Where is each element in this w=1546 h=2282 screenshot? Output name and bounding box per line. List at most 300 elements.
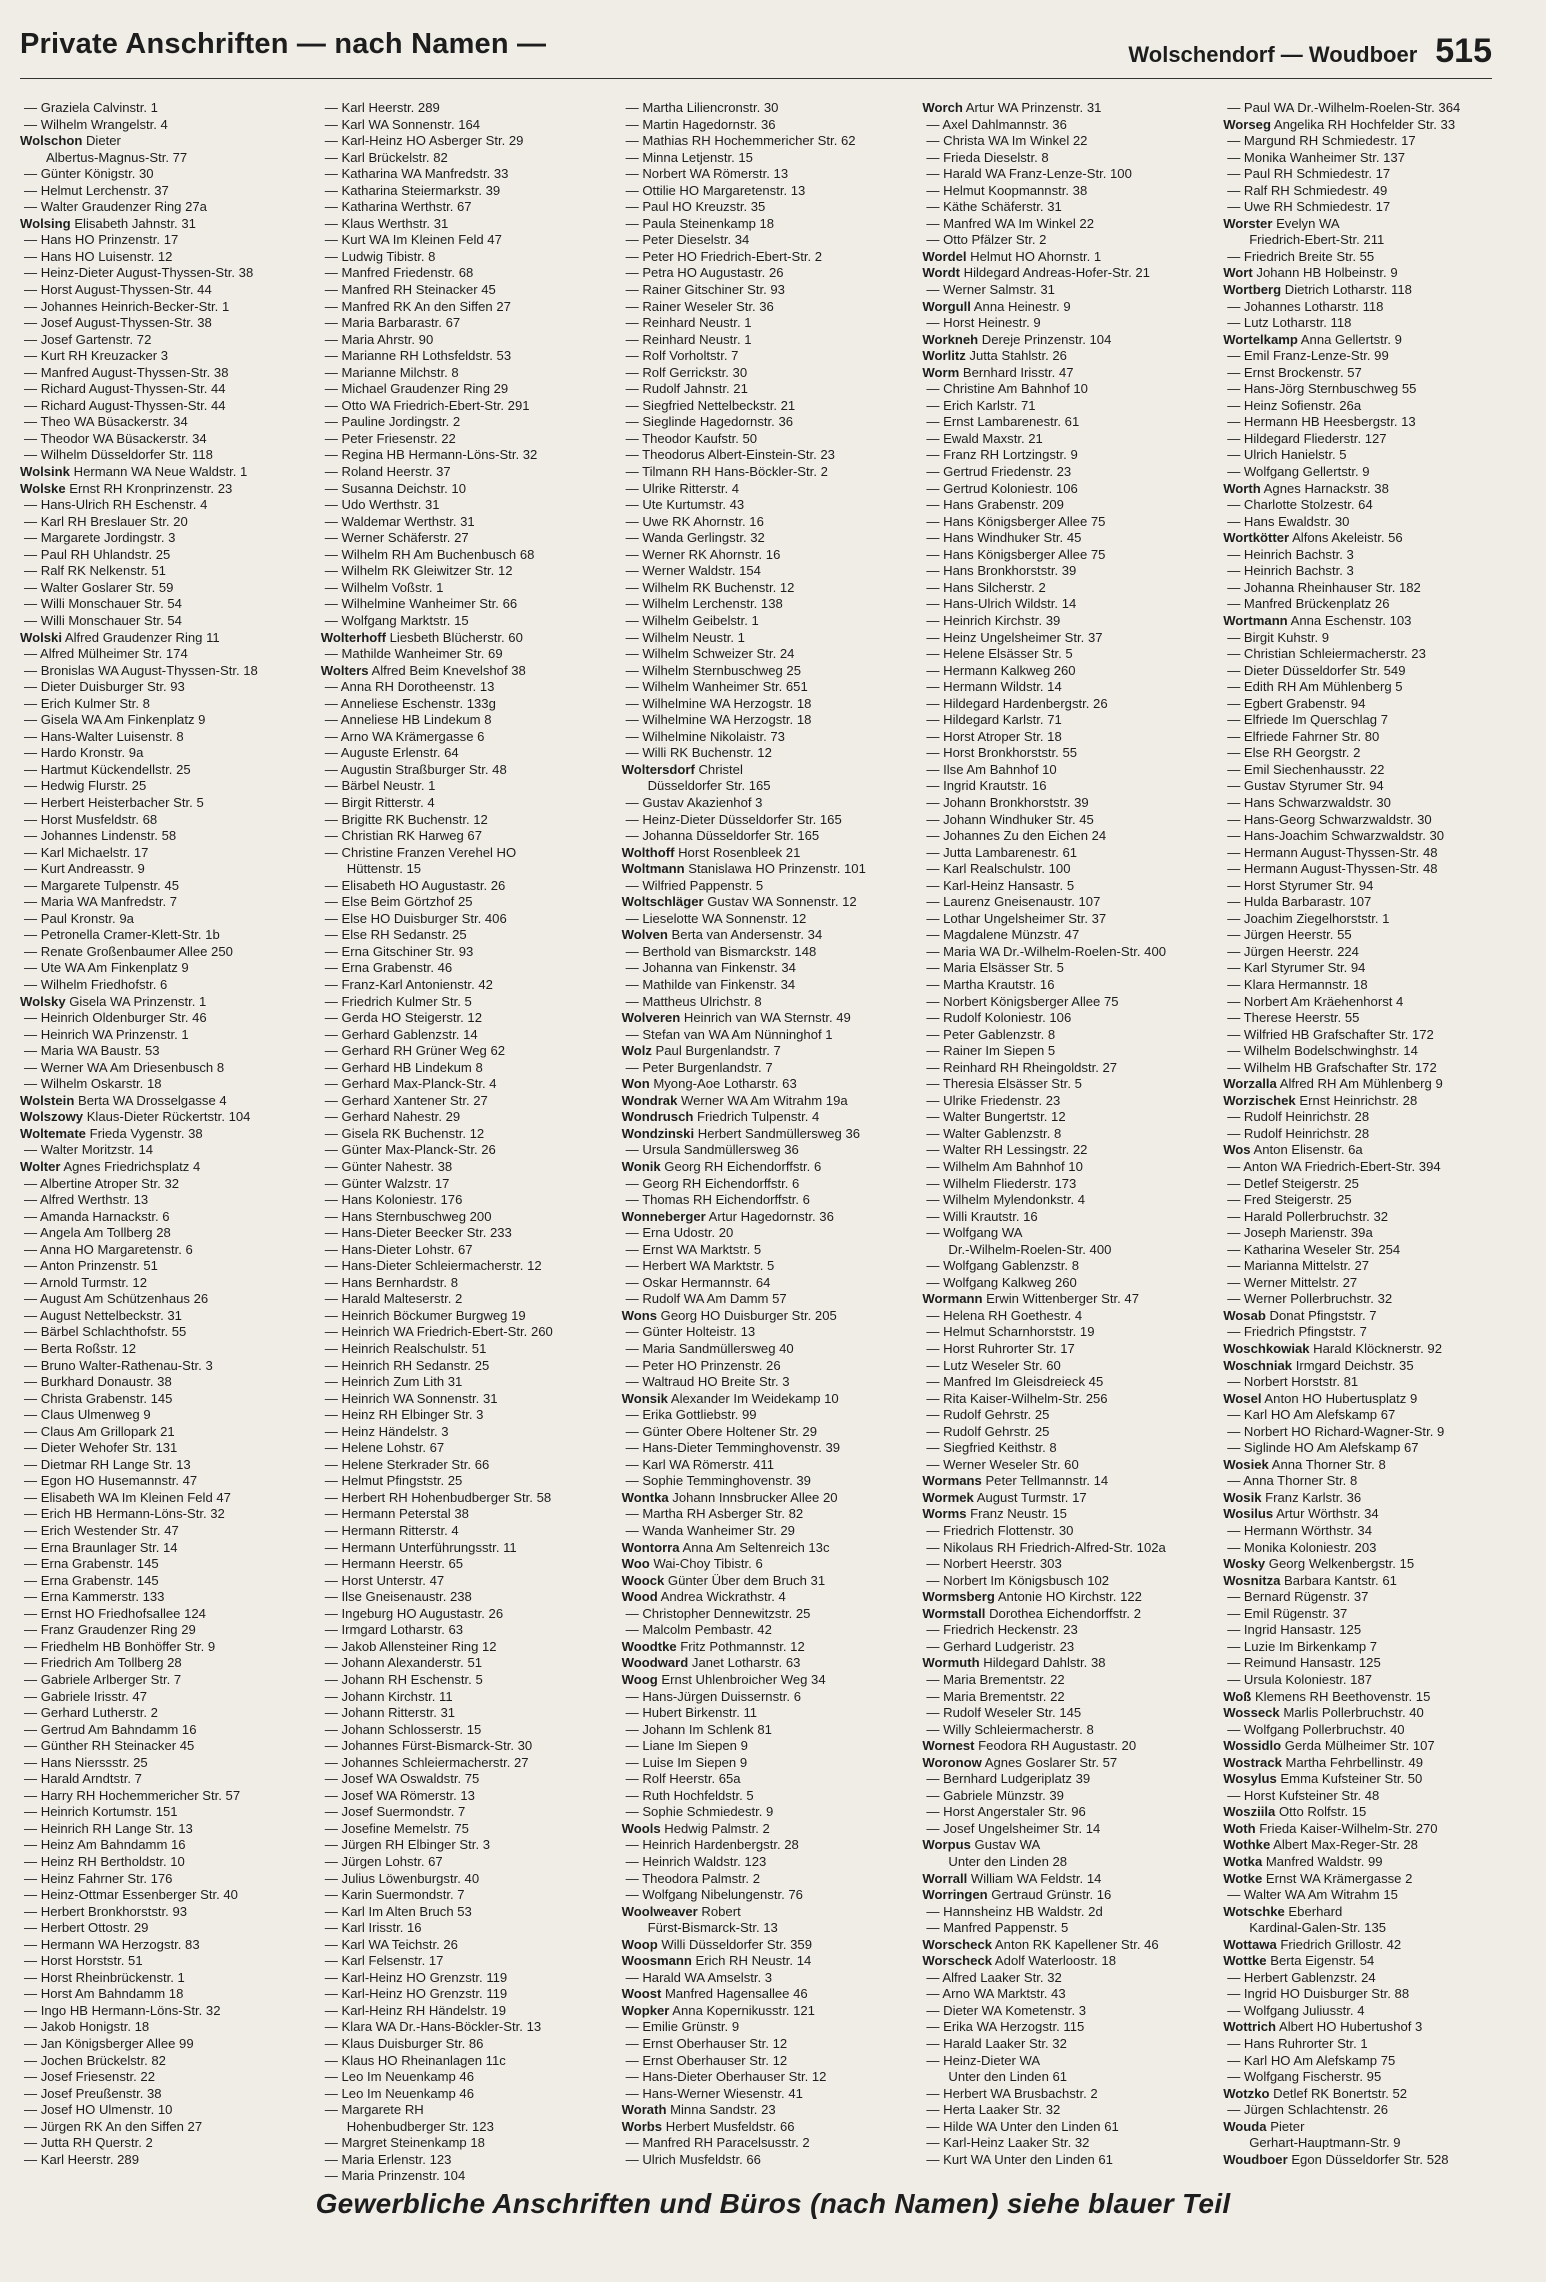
listing-entry: — Erna Grabenstr. 145 [24, 1572, 159, 1588]
listing-entry: — Paul HO Kreuzstr. 35 [625, 199, 766, 215]
listing-entry: — Leo Im Neuenkamp 46 [324, 2069, 475, 2085]
listing-entry: — Lutz Weseler Str. 60 [926, 1357, 1061, 1373]
listing-entry: — Peter Gablenzstr. 8 [926, 1026, 1056, 1042]
listing-entry: — Berthold van Bismarckstr. 148 [625, 943, 817, 959]
listing-entry: Hohenbudberger Str. 123 [346, 2118, 494, 2134]
listing-entry: — Hans Windhuker Str. 45 [926, 530, 1082, 546]
listing-entry: — Heinz Fahrner Str. 176 [24, 1870, 173, 1886]
listing-entry: — Wolfgang Pollerbruchstr. 40 [1227, 1721, 1405, 1737]
listing-entry: — Ilse Gneisenaustr. 238 [324, 1589, 472, 1605]
listing-entry: — Josef August-Thyssen-Str. 38 [24, 315, 212, 331]
listing-entry: Hüttenstr. 15 [346, 861, 422, 877]
listing-entry: — Gerhard RH Grüner Weg 62 [324, 1043, 506, 1059]
listing-entry: — Franz RH Lortzingstr. 9 [926, 447, 1078, 463]
listing-entry: Wosziila Otto Rolfstr. 15 [1223, 1804, 1367, 1820]
listing-entry: — Elfriede Im Querschlag 7 [1227, 712, 1389, 728]
listing-entry: Woog Ernst Uhlenbroicher Weg 34 [621, 1671, 826, 1687]
listing-entry: Worscheck Anton RK Kapellener Str. 46 [922, 1936, 1159, 1952]
listing-entry: — Werner Schäferstr. 27 [324, 530, 469, 546]
listing-entry: — Heinrich Oldenburger Str. 46 [24, 1010, 207, 1026]
listing-entry: — Katharina Weseler Str. 254 [1227, 1241, 1401, 1257]
listing-entry: Wons Georg HO Duisburger Str. 205 [621, 1307, 837, 1323]
listing-entry: — Anneliese HB Lindekum 8 [324, 712, 492, 728]
surname: Wons [621, 1307, 657, 1323]
listing-entry: Wotka Manfred Waldstr. 99 [1223, 1853, 1383, 1869]
surname: Worrall [922, 1870, 968, 1886]
listing-entry: Wonsik Alexander Im Weidekamp 10 [621, 1390, 839, 1406]
listing-entry: — Erna Grabenstr. 145 [24, 1556, 159, 1572]
listing-entry: — Willi Monschauer Str. 54 [24, 612, 182, 628]
listing-entry: — Karl Felsenstr. 17 [324, 1953, 444, 1969]
listing-entry: — Rita Kaiser-Wilhelm-Str. 256 [926, 1390, 1108, 1406]
listing-entry: — Heinrich WA Prinzenstr. 1 [24, 1026, 189, 1042]
listing-entry: — Martha Krautstr. 16 [926, 976, 1055, 992]
header-rule [20, 78, 1492, 79]
listing-entry: — Emil Siechenhausstr. 22 [1227, 761, 1385, 777]
listing-entry: Woschkowiak Harald Klöcknerstr. 92 [1223, 1341, 1442, 1357]
listing-entry: — Heinz-Dieter Düsseldorfer Str. 165 [625, 811, 842, 827]
listing-entry: — Norbert Am Kräehenhorst 4 [1227, 993, 1404, 1009]
listing-entry: — Norbert Horststr. 81 [1227, 1374, 1359, 1390]
listing-entry: — Wilhelm RH Am Buchenbusch 68 [324, 546, 535, 562]
listing-entry: — Hermann Heerstr. 65 [324, 1556, 464, 1572]
listing-entry: — Friedrich Pfingststr. 7 [1227, 1324, 1367, 1340]
listing-entry: — Paula Steinenkamp 18 [625, 215, 775, 231]
listing-entry: — Gerhard Nahestr. 29 [324, 1109, 461, 1125]
listing-entry: — Günter Nahestr. 38 [324, 1159, 453, 1174]
listing-entry: — Wilfried Pappenstr. 5 [625, 877, 764, 893]
listing-entry: — Norbert WA Römerstr. 13 [625, 166, 789, 182]
listing-entry: Worlitz Jutta Stahlstr. 26 [922, 348, 1067, 364]
listing-entry: — Johann Schlosserstr. 15 [324, 1721, 482, 1737]
listing-entry: — Ulrich Hanielstr. 5 [1227, 447, 1347, 463]
listing-column-2 [320, 100, 610, 2184]
listing-entry: — Hartmut Kückendellstr. 25 [24, 761, 191, 777]
surname: Wolters [320, 662, 369, 678]
listing-entry: — Manfred Friedenstr. 68 [324, 265, 474, 281]
listing-entry: — Nikolaus RH Friedrich-Alfred-Str. 102a [926, 1539, 1166, 1555]
listing-entry: — Hildegard Hardenbergstr. 26 [926, 695, 1108, 711]
listing-entry: — Johann Windhuker Str. 45 [926, 811, 1094, 827]
listing-entry: — Wilhelm Fliederstr. 173 [926, 1175, 1077, 1191]
listing-entry: — Georg RH Eichendorffstr. 6 [625, 1175, 800, 1191]
listing-entry: — Berta Roßstr. 12 [24, 1341, 137, 1357]
listing-entry: — Theodora Palmstr. 2 [625, 1870, 760, 1886]
listing-entry: — Martha RH Asberger Str. 82 [625, 1506, 804, 1522]
listing-entry: — Johanna van Finkenstr. 34 [625, 960, 796, 976]
listing-entry: — Arno WA Marktstr. 43 [926, 1986, 1066, 2002]
listing-entry: Wosky Georg Welkenbergstr. 15 [1223, 1556, 1415, 1572]
listing-entry: — Monika Wanheimer Str. 137 [1227, 149, 1405, 165]
listing-entry: Worrall William WA Feldstr. 14 [922, 1870, 1102, 1886]
listing-entry: — Wilhelm Bodelschwinghstr. 14 [1227, 1043, 1418, 1059]
surname: Wosylus [1223, 1771, 1277, 1787]
surname: Wormek [922, 1489, 974, 1505]
listing-entry: Wormsberg Antonie HO Kirchstr. 122 [922, 1589, 1142, 1605]
listing-entry: Worzischek Ernst Heinrichstr. 28 [1223, 1092, 1418, 1108]
surname: Wottawa [1223, 1936, 1277, 1952]
listing-entry: — Arnold Turmstr. 12 [24, 1274, 147, 1290]
listing-entry: Wormuth Hildegard Dahlstr. 38 [922, 1655, 1106, 1671]
listing-entry: — Otto Pfälzer Str. 2 [926, 232, 1047, 248]
listing-entry: — Karl-Heinz RH Händelstr. 19 [324, 2002, 506, 2018]
listing-entry: — Dieter Duisburger Str. 93 [24, 679, 185, 695]
surname: Wormann [922, 1291, 983, 1307]
listing-entry: — Waldemar Werthstr. 31 [324, 513, 475, 529]
listing-entry: — Johannes Heinrich-Becker-Str. 1 [24, 298, 230, 314]
listing-entry: — Karl-Heinz HO Grenzstr. 119 [324, 1969, 508, 1985]
listing-entry: — Herbert WA Marktstr. 5 [625, 1258, 775, 1274]
listing-entry: — Rudolf Gehrstr. 25 [926, 1407, 1050, 1423]
listing-entry: — Hermann Kalkweg 260 [926, 662, 1076, 678]
listing-entry: Wolske Ernst RH Kronprinzenstr. 23 [20, 480, 233, 496]
surname: Worm [922, 364, 960, 380]
listing-entry: Woltemate Frieda Vygenstr. 38 [20, 1125, 203, 1141]
listing-entry: — Else RH Georgstr. 2 [1227, 745, 1361, 761]
listing-entry: — Rolf Gerrickstr. 30 [625, 364, 748, 380]
listing-entry: Wontka Johann Innsbrucker Allee 20 [621, 1489, 838, 1505]
listing-entry: — Karl HO Am Alefskamp 67 [1227, 1407, 1396, 1423]
surname: Worzischek [1223, 1092, 1296, 1108]
surname: Wolszowy [20, 1109, 84, 1125]
listing-entry: — Rudolf Weseler Str. 145 [926, 1705, 1082, 1721]
surname: Worscheck [922, 1936, 993, 1952]
listing-entry: Woltschläger Gustav WA Sonnenstr. 12 [621, 894, 857, 910]
listing-entry: — Peter HO Friedrich-Ebert-Str. 2 [625, 248, 823, 264]
listing-entry: Woronow Agnes Goslarer Str. 57 [922, 1754, 1118, 1770]
surname: Worms [922, 1506, 967, 1522]
listing-entry: — Alfred Mülheimer Str. 174 [24, 646, 188, 662]
listing-entry: Worm Bernhard Irisstr. 47 [922, 364, 1074, 380]
listing-entry: — Johann Ritterstr. 31 [324, 1705, 456, 1721]
listing-entry: — Johannes Fürst-Bismarck-Str. 30 [324, 1738, 533, 1754]
surname: Worringen [922, 1887, 988, 1903]
listing-entry: Worath Minna Sandstr. 23 [621, 2102, 776, 2118]
listing-entry: Wosel Anton HO Hubertusplatz 9 [1223, 1390, 1418, 1406]
listing-entry: Wottawa Friedrich Grillostr. 42 [1223, 1936, 1402, 1952]
listing-entry: — Theodor Kaufstr. 50 [625, 430, 758, 446]
listing-entry: — Ingrid Hansastr. 125 [1227, 1622, 1362, 1638]
surname: Woo [621, 1556, 650, 1572]
listing-entry: — Hermann Ritterstr. 4 [324, 1523, 459, 1539]
listing-entry: — Maria Erlenstr. 123 [324, 2151, 452, 2167]
surname: Wontka [621, 1489, 669, 1505]
surname: Woock [621, 1572, 665, 1588]
listing-entry: — Wilfried HB Grafschafter Str. 172 [1227, 1026, 1434, 1042]
listing-entry: — Siglinde HO Am Alefskamp 67 [1227, 1440, 1419, 1456]
listing-entry: — Hermann August-Thyssen-Str. 48 [1227, 844, 1438, 860]
listing-entry: — Heinz Am Bahndamm 16 [24, 1837, 186, 1853]
listing-entry: — Hans Sternbuschweg 200 [324, 1208, 492, 1224]
listing-entry: — Hermann Unterführungsstr. 11 [324, 1539, 517, 1555]
listing-entry: — Karl HO Am Alefskamp 75 [1227, 2052, 1396, 2068]
listing-entry: — Martin Hagedornstr. 36 [625, 116, 776, 132]
listing-entry: — Wilhelmine WA Herzogstr. 18 [625, 712, 812, 728]
listing-entry: — Wolfgang Nibelungenstr. 76 [625, 1887, 803, 1903]
listing-entry: — Elisabeth HO Augustastr. 26 [324, 877, 506, 893]
listing-entry: — Josef Preußenstr. 38 [24, 2085, 162, 2101]
listing-entry: Wonneberger Artur Hagedornstr. 36 [621, 1208, 834, 1224]
listing-entry: — Reimund Hansastr. 125 [1227, 1655, 1381, 1671]
listing-entry: — Herta Laaker Str. 32 [926, 2102, 1061, 2118]
surname: Worpus [922, 1837, 971, 1853]
surname: Woodward [621, 1655, 689, 1671]
listing-entry: — Margarete Jordingstr. 3 [24, 530, 176, 546]
listing-entry: — Johanna Rheinhauser Str. 182 [1227, 579, 1421, 595]
surname: Woschkowiak [1223, 1341, 1310, 1357]
surname: Worzalla [1223, 1076, 1277, 1092]
listing-entry: — Ingrid Krautstr. 16 [926, 778, 1047, 794]
surname: Wolven [621, 927, 668, 943]
listing-entry: — Ilse Am Bahnhof 10 [926, 761, 1057, 777]
listing-entry: — Friedhelm HB Bonhöffer Str. 9 [24, 1638, 216, 1654]
surname: Wortkötter [1223, 530, 1290, 546]
listing-entry: — Karl Heerstr. 289 [324, 100, 440, 115]
surname: Wormsberg [922, 1589, 995, 1605]
listing-entry: Worms Franz Neustr. 15 [922, 1506, 1067, 1522]
listing-entry: Woolweaver Robert [621, 1903, 741, 1919]
surname: Woolweaver [621, 1903, 698, 1919]
surname: Worch [922, 100, 963, 115]
listing-entry: — Dieter WA Kometenstr. 3 [926, 2002, 1086, 2018]
listing-entry: — Werner RK Ahornstr. 16 [625, 546, 781, 562]
surname: Wondzinski [621, 1125, 695, 1141]
listing-entry: — Heinz RH Bertholdstr. 10 [24, 1853, 185, 1869]
listing-entry: — Hans-Ulrich Wildstr. 14 [926, 596, 1077, 612]
listing-entry: Wortkötter Alfons Akeleistr. 56 [1223, 530, 1403, 546]
listing-entry: — Birgit Ritterstr. 4 [324, 794, 435, 810]
listing-entry: — Hedwig Flurstr. 25 [24, 778, 147, 794]
surname: Wolveren [621, 1010, 681, 1026]
surname: Wonneberger [621, 1208, 706, 1224]
listing-entry: Wolveren Heinrich van WA Sternstr. 49 [621, 1010, 851, 1026]
listing-entry: — Harald Laaker Str. 32 [926, 2035, 1067, 2051]
listing-entry: — Else Beim Görtzhof 25 [324, 894, 473, 910]
surname: Woltemate [20, 1125, 86, 1141]
listing-entry: — Günter Walzstr. 17 [324, 1175, 450, 1191]
listing-entry: — Peter Dieselstr. 34 [625, 232, 750, 248]
listing-entry: — Walter WA Am Witrahm 15 [1227, 1887, 1398, 1903]
listing-entry: — Mathilde Wanheimer Str. 69 [324, 646, 503, 662]
listing-entry: — Hildegard Karlstr. 71 [926, 712, 1062, 728]
listing-entry: — Johannes Lindenstr. 58 [24, 828, 177, 844]
surname: Worscheck [922, 1953, 993, 1969]
listing-entry: — Willi Monschauer Str. 54 [24, 596, 182, 612]
listing-entry: — Petra HO Augustastr. 26 [625, 265, 784, 281]
listing-entry: Unter den Linden 28 [948, 1853, 1068, 1869]
listing-entry: — Rudolf WA Am Damm 57 [625, 1291, 787, 1307]
listing-entry: Woudboer Egon Düsseldorfer Str. 528 [1223, 2151, 1449, 2167]
listing-entry: — Tilmann RH Hans-Böckler-Str. 2 [625, 464, 828, 480]
name-range: Wolschendorf — Woudboer [1128, 42, 1418, 67]
listing-entry: Woodtke Fritz Pothmannstr. 12 [621, 1638, 805, 1654]
listing-entry: Wottke Berta Eigenstr. 54 [1223, 1953, 1375, 1969]
listing-entry: — Renate Großenbaumer Allee 250 [24, 943, 233, 959]
listing-entry: — Arno WA Krämergasse 6 [324, 728, 485, 744]
listing-entry: — Gertrud Koloniestr. 106 [926, 480, 1078, 496]
listing-entry: — Wilhelm Friedhofstr. 6 [24, 976, 168, 992]
listing-entry: — Maria Brementstr. 22 [926, 1688, 1065, 1704]
listing-entry: — Else RH Sedanstr. 25 [324, 927, 467, 943]
listing-entry: — Karl Realschulstr. 100 [926, 861, 1071, 877]
listing-entry: — Heinrich WA Friedrich-Ebert-Str. 260 [324, 1324, 553, 1340]
listing-entry: — Ottilie HO Margaretenstr. 13 [625, 182, 806, 198]
listing-entry: — Charlotte Stolzestr. 64 [1227, 497, 1373, 513]
listing-entry: — Katharina Steiermarkstr. 39 [324, 182, 501, 198]
listing-entry: — Wolfgang Gellertstr. 9 [1227, 464, 1370, 480]
listing-entry: — Erich Kulmer Str. 8 [24, 695, 150, 711]
listing-entry: — Ernst Lambarenestr. 61 [926, 414, 1080, 430]
listing-entry: — Peter HO Prinzenstr. 26 [625, 1357, 781, 1373]
listing-entry: — Heinrich Kirchstr. 39 [926, 612, 1061, 628]
listing-entry: — Reinhard RH Rheingoldstr. 27 [926, 1059, 1118, 1075]
listing-entry: Gerhart-Hauptmann-Str. 9 [1249, 2135, 1401, 2151]
surname: Worster [1223, 215, 1273, 231]
listing-entry: — Oskar Hermannstr. 64 [625, 1274, 771, 1290]
listing-entry: Wolters Alfred Beim Knevelshof 38 [320, 662, 526, 678]
listing-entry: — Anna Thorner Str. 8 [1227, 1473, 1358, 1489]
listing-entry: — Hans Königsberger Allee 75 [926, 513, 1106, 529]
surname: Wosnitza [1223, 1572, 1281, 1588]
listing-entry: — Marianna Mittelstr. 27 [1227, 1258, 1370, 1274]
listing-entry: — Manfred RH Steinacker 45 [324, 282, 496, 298]
surname: Wonik [621, 1159, 661, 1174]
surname: Wolsing [20, 215, 71, 231]
surname: Wolski [20, 629, 62, 645]
listing-entry: — Maria WA Manfredstr. 7 [24, 894, 178, 910]
surname: Woudboer [1223, 2151, 1288, 2167]
listing-entry: — Emil Rügenstr. 37 [1227, 1605, 1348, 1621]
listing-entry: — Dieter Wehofer Str. 131 [24, 1440, 178, 1456]
listing-entry: — Werner Waldstr. 154 [625, 563, 761, 579]
listing-entry: — Horst August-Thyssen-Str. 44 [24, 282, 212, 298]
listing-entry: — Gertrud Am Bahndamm 16 [24, 1721, 197, 1737]
listing-entry: Wondrak Werner WA Am Witrahm 19a [621, 1092, 848, 1108]
listing-entry: Worzalla Alfred RH Am Mühlenberg 9 [1223, 1076, 1443, 1092]
listing-entry: — Josefine Memelstr. 75 [324, 1820, 469, 1836]
listing-entry: — Margret Steinenkamp 18 [324, 2135, 485, 2151]
surname: Wortelkamp [1223, 331, 1298, 347]
listing-entry: — Paul WA Dr.-Wilhelm-Roelen-Str. 364 [1227, 100, 1461, 115]
surname: Wosziila [1223, 1804, 1276, 1820]
listing-entry: — Maria Prinzenstr. 104 [324, 2168, 466, 2184]
listing-entry: Wort Johann HB Holbeinstr. 9 [1223, 265, 1398, 281]
listing-entry: — Gabriele Arlberger Str. 7 [24, 1671, 182, 1687]
listing-entry: — Hilde WA Unter den Linden 61 [926, 2118, 1119, 2134]
listing-entry: — Rolf Heerstr. 65a [625, 1771, 741, 1787]
listing-entry: — Norbert Heerstr. 303 [926, 1556, 1062, 1572]
listing-entry: — Angela Am Tollberg 28 [24, 1225, 171, 1241]
listing-entry: — Heinrich Kortumstr. 151 [24, 1804, 178, 1820]
surname: Wontorra [621, 1539, 680, 1555]
listing-entry: Wopker Anna Kopernikusstr. 121 [621, 2002, 815, 2018]
listing-entry: — Mattheus Ulrichstr. 8 [625, 993, 762, 1009]
listing-entry: — Karl RH Breslauer Str. 20 [24, 513, 188, 529]
listing-entry: — Christian RK Harweg 67 [324, 828, 482, 844]
listing-entry: — Roland Heerstr. 37 [324, 464, 451, 480]
listing-entry: — Rudolf Jahnstr. 21 [625, 381, 748, 397]
listing-entry: — Hermann WA Herzogstr. 83 [24, 1936, 200, 1952]
listing-entry: Wolschon Dieter [20, 133, 121, 149]
listing-entry: — Reinhard Neustr. 1 [625, 315, 752, 331]
listing-entry: — Harald Arndtstr. 7 [24, 1771, 142, 1787]
listing-entry: — Jakob Honigstr. 18 [24, 2019, 150, 2035]
listing-entry: — Heinrich WA Sonnenstr. 31 [324, 1390, 498, 1406]
listing-entry: — Gisela RK Buchenstr. 12 [324, 1125, 485, 1141]
listing-entry: — Ruth Hochfeldstr. 5 [625, 1787, 754, 1803]
surname: Woltmann [621, 861, 685, 877]
listing-entry: — Margarete Tulpenstr. 45 [24, 877, 180, 893]
listing-entry: — Karl-Heinz Laaker Str. 32 [926, 2135, 1090, 2151]
listing-entry: — Wilhelm Lerchenstr. 138 [625, 596, 783, 612]
section-title: Private Anschriften — nach Namen — [20, 28, 547, 60]
page-header [20, 28, 1492, 78]
listing-entry: — Werner Weseler Str. 60 [926, 1456, 1079, 1472]
surname: Wopker [621, 2002, 670, 2018]
surname: Woltersdorf [621, 761, 695, 777]
listing-entry: Wondrusch Friedrich Tulpenstr. 4 [621, 1109, 820, 1125]
listing-entry: — Franz Graudenzer Ring 29 [24, 1622, 196, 1638]
listing-entry: — Laurenz Gneisenaustr. 107 [926, 894, 1101, 910]
listing-entry: Wotschke Eberhard [1223, 1903, 1343, 1919]
listing-entry: — Klara Hermannstr. 18 [1227, 976, 1368, 992]
listing-entry: — Norbert Im Königsbusch 102 [926, 1572, 1110, 1588]
listing-entry: — Hans-Jürgen Duissernstr. 6 [625, 1688, 801, 1704]
listing-entry: — Jakob Allensteiner Ring 12 [324, 1638, 497, 1654]
listing-entry: — Ralf RH Schmiedestr. 49 [1227, 182, 1388, 198]
listing-entry: — Heinz-Dieter WA [926, 2052, 1041, 2068]
listing-entry: — Richard August-Thyssen-Str. 44 [24, 397, 226, 413]
listing-entry: — Franz-Karl Antonienstr. 42 [324, 976, 493, 992]
listing-entry: — Harald Pollerbruchstr. 32 [1227, 1208, 1389, 1224]
surname: Woost [621, 1986, 662, 2002]
listing-entry: — Bruno Walter-Rathenau-Str. 3 [24, 1357, 213, 1373]
listing-entry: Wotzko Detlef RK Bonertstr. 52 [1223, 2085, 1408, 2101]
listing-entry: — Willi RK Buchenstr. 12 [625, 745, 772, 761]
listing-entry: Woop Willi Düsseldorfer Str. 359 [621, 1936, 812, 1952]
listing-entry: — Karl WA Teichstr. 26 [324, 1936, 458, 1952]
page-number: 515 [1435, 32, 1492, 70]
listing-entry: — Gerhard Xantener Str. 27 [324, 1092, 488, 1108]
listing-entry: — Werner Salmstr. 31 [926, 282, 1055, 298]
listing-entry: Wottrich Albert HO Hubertushof 3 [1223, 2019, 1423, 2035]
listing-entry: — Erna Braunlager Str. 14 [24, 1539, 178, 1555]
listing-entry: — Erna Grabenstr. 46 [324, 960, 453, 976]
listing-entry: — Joachim Ziegelhorststr. 1 [1227, 910, 1390, 926]
surname: Woop [621, 1936, 658, 1952]
listing-entry: — Christine Franzen Verehel HO [324, 844, 517, 860]
surname: Wothke [1223, 1837, 1271, 1853]
listing-entry: — Ulrich Musfeldstr. 66 [625, 2151, 761, 2167]
listing-entry: — Wilhelm HB Grafschafter Str. 172 [1227, 1059, 1437, 1075]
listing-entry: — Udo Werthstr. 31 [324, 497, 440, 513]
listing-entry: — Kurt RH Kreuzacker 3 [24, 348, 169, 364]
listing-entry: — Hans Grabenstr. 209 [926, 497, 1064, 513]
listing-entry: — Wilhelm Düsseldorfer Str. 118 [24, 447, 213, 463]
listing-entry: — Johann Kirchstr. 11 [324, 1688, 453, 1704]
listing-entry: — Dietmar RH Lange Str. 13 [24, 1456, 191, 1472]
listing-entry: Wostrack Martha Fehrbellinstr. 49 [1223, 1754, 1424, 1770]
listing-entry: — Heinz RH Elbinger Str. 3 [324, 1407, 484, 1423]
listing-entry: — Käthe Schäferstr. 31 [926, 199, 1062, 215]
listing-entry: Wothke Albert Max-Reger-Str. 28 [1223, 1837, 1418, 1853]
listing-entry: — Werner Pollerbruchstr. 32 [1227, 1291, 1393, 1307]
listing-entry: — Johann Alexanderstr. 51 [324, 1655, 483, 1671]
listing-entry: — Hans Silcherstr. 2 [926, 579, 1046, 595]
listing-entry: — Wilhelm Mylendonkstr. 4 [926, 1192, 1086, 1208]
listing-entry: — Christa Grabenstr. 145 [24, 1390, 173, 1406]
listing-entry: — Erika Gottliebstr. 99 [625, 1407, 757, 1423]
